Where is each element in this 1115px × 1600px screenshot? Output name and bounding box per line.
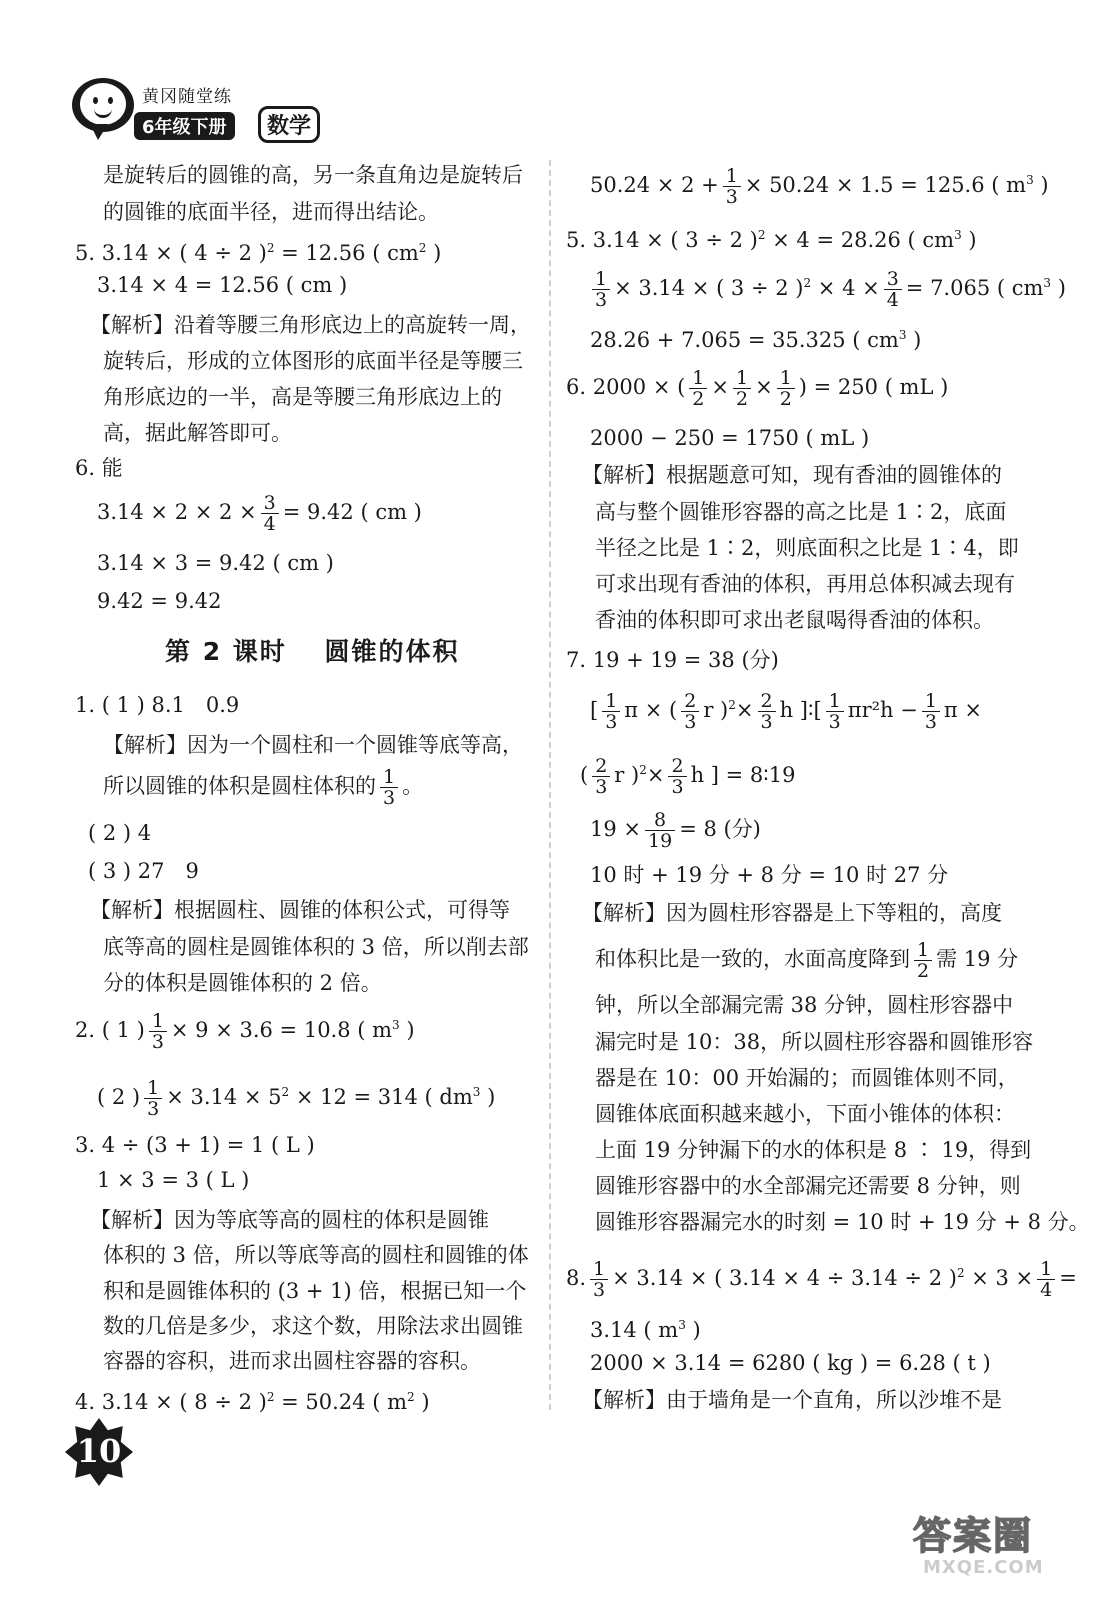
answer-4: 4. 3.14 × ( 8 ÷ 2 )$^2$ = 50.24 ( $m^2$ ) xyxy=(75,1390,430,1414)
analysis-text: 【解析】因为等底等高的圆柱的体积是圆锥 xyxy=(90,1208,489,1232)
answer-6-line-2: 3.14 × 3 = 9.42 ( cm ) xyxy=(97,551,334,575)
answer-3-line-1: 3. 4 ÷ (3 + 1) = 1 ( L ) xyxy=(75,1133,315,1157)
analysis-text: 数的几倍是多少，求这个数，用除法求出圆锥 xyxy=(103,1314,523,1338)
analysis-text: 半径之比是 1∶2，则底面积之比是 1∶4，即 xyxy=(595,536,1019,560)
grade-label: 6年级下册 xyxy=(134,112,235,140)
watermark-title: 答案圈 xyxy=(913,1514,1034,1558)
answer-5-line-1: 5. 3.14 × ( 4 ÷ 2 )$^2$ = 12.56 ( $cm^2$ ) xyxy=(75,241,442,265)
text-line: 是旋转后的圆锥的高，另一条直角边是旋转后 xyxy=(103,163,523,187)
answer-1-1: 1. ( 1 ) 8.1 0.9 xyxy=(75,693,240,717)
answer-7-line-5: 10 时 + 19 分 + 8 分 = 10 时 27 分 xyxy=(590,863,949,887)
answer-5-line-2: 3.14 × 4 = 12.56 ( cm ) xyxy=(97,273,348,297)
analysis-text: 分的体积是圆锥体积的 2 倍。 xyxy=(103,971,382,995)
analysis-text: 体积的 3 倍，所以等底等高的圆柱和圆锥的体 xyxy=(103,1243,529,1267)
answer-8-line-2: 3.14 ( $m^3$ ) xyxy=(590,1318,701,1342)
answer-3-line-2: 1 × 3 = 3 ( L ) xyxy=(97,1168,250,1192)
series-name: 黄冈随堂练 xyxy=(142,87,232,107)
answer-5-line-3: 28.26 + 7.065 = 35.325 ( $cm^3$ ) xyxy=(590,328,922,352)
section-title: 第 2 课时 圆锥的体积 xyxy=(165,637,460,666)
analysis-text: 【解析】由于墙角是一个直角，所以沙堆不是 xyxy=(582,1388,1002,1412)
page-number-badge xyxy=(65,1418,133,1486)
analysis-text: 【解析】根据圆柱、圆锥的体积公式，可得等 xyxy=(90,898,510,922)
analysis-text: 旋转后，形成的立体图形的底面半径是等腰三 xyxy=(103,349,523,373)
analysis-text: 圆锥体底面积越来越小，下面小锥体的体积： xyxy=(595,1102,1015,1126)
analysis-text: 所以圆锥的体积是圆柱体积的 $\frac{1}{3}$ 。 xyxy=(103,766,424,809)
book-header xyxy=(72,72,342,152)
analysis-text: 角形底边的一半，高是等腰三角形底边上的 xyxy=(103,385,502,409)
answer-2-1: 2. ( 1 ) $\frac{1}{3}$ × 9 × 3.6 = 10.8 ( $m^3$ ) xyxy=(75,1010,415,1053)
answer-1-3: ( 3 ) 27 9 xyxy=(88,859,199,883)
answer-4-cont: 50.24 × 2 + $\frac{1}{3}$ × 50.24 × 1.5 = 125.6 ( $m^3$ ) xyxy=(590,165,1049,208)
analysis-text: 钟，所以全部漏完需 38 分钟，圆柱形容器中 xyxy=(595,993,1014,1017)
answer-1-2: ( 2 ) 4 xyxy=(88,821,152,845)
analysis-text: 圆锥形容器漏完水的时刻 = 10 时 + 19 分 + 8 分。 xyxy=(595,1210,1090,1234)
answer-7-line-3: ( $\frac{2}{3}$ r )$^2$× $\frac{2}{3}$ h ] = 8∶19 xyxy=(580,755,796,798)
answer-6-line-2: 2000 − 250 = 1750 ( mL ) xyxy=(590,426,870,450)
analysis-text: 容器的容积，进而求出圆柱容器的容积。 xyxy=(103,1349,481,1373)
analysis-text: 圆锥形容器中的水全部漏完还需要 8 分钟，则 xyxy=(595,1174,1021,1198)
page-number: 10 xyxy=(76,1432,122,1470)
text-line: 的圆锥的底面半径，进而得出结论。 xyxy=(103,200,439,224)
watermark xyxy=(913,1505,1085,1583)
answer-8-line-3: 2000 × 3.14 = 6280 ( kg ) = 6.28 ( t ) xyxy=(590,1351,991,1375)
answer-5-line-2: $\frac{1}{3}$ × 3.14 × ( 3 ÷ 2 )$^2$ × 4 × $\frac{3}{4}$ = 7.065 ( $cm^3$ ) xyxy=(588,268,1066,310)
answer-7-line-4: 19 × $\frac{8}{19}$ = 8 (分) xyxy=(590,809,761,852)
answer-2-2: ( 2 ) $\frac{1}{3}$ × $3.14 \times 5^2 \times 12 = 314$ ( $dm^3$ ) xyxy=(97,1077,496,1120)
analysis-text: 漏完时是 10：38，所以圆柱形容器和圆锥形容 xyxy=(595,1030,1034,1054)
subject-label: 数学 xyxy=(258,106,320,143)
analysis-text: 器是在 10：00 开始漏的；而圆锥体则不同， xyxy=(595,1066,1019,1090)
analysis-text: 【解析】沿着等腰三角形底边上的高旋转一周， xyxy=(90,313,531,337)
answer-7-line-1: 7. 19 + 19 = 38 (分) xyxy=(566,648,779,672)
answer-6-line-1: 3.14 × 2 × 2 × $\frac{3}{4}$ = 9.42 ( cm ) xyxy=(97,492,422,535)
analysis-text: 【解析】根据题意可知，现有香油的圆锥体的 xyxy=(582,463,1002,487)
column-divider xyxy=(549,160,551,1410)
answer-6-label: 6. 能 xyxy=(75,456,123,480)
answer-6-line-1: 6. 2000 × ( $\frac{1}{2}$ × $\frac{1}{2}$ × $\frac{1}{2}$ ) = 250 ( mL ) xyxy=(566,367,949,410)
watermark-url: MXQE.COM xyxy=(923,1557,1044,1578)
analysis-text: 上面 19 分钟漏下的水的体积是 8 ∶ 19，得到 xyxy=(595,1138,1032,1162)
analysis-text: 高与整个圆锥形容器的高之比是 1∶2，底面 xyxy=(595,500,1007,524)
answer-5-line-1: 5. 3.14 × ( 3 ÷ 2 )$^2$ × 4 = 28.26 ( $cm^3$ ) xyxy=(566,228,977,252)
answer-6-line-3: 9.42 = 9.42 xyxy=(97,589,222,613)
analysis-text: 和体积比是一致的，水面高度降到 $\frac{1}{2}$ 需 19 分 xyxy=(595,939,1019,982)
analysis-text: 底等高的圆柱是圆锥体积的 3 倍，所以削去部 xyxy=(103,935,529,959)
analysis-text: 高，据此解答即可。 xyxy=(103,421,292,445)
analysis-text: 积和是圆锥体积的 (3 + 1) 倍，根据已知一个 xyxy=(103,1279,527,1303)
analysis-text: 【解析】因为圆柱形容器是上下等粗的，高度 xyxy=(582,901,1002,925)
analysis-text: 可求出现有香油的体积，再用总体积减去现有 xyxy=(595,572,1015,596)
analysis-text: 【解析】因为一个圆柱和一个圆锥等底等高， xyxy=(103,733,523,757)
answer-7-line-2: [ $\frac{1}{3}$ π × ( $\frac{2}{3}$ r )$^2$× $\frac{2}{3}$ h ]∶[ $\frac{1}{3}$ πr²h − $\frac{1}{3}$ π × xyxy=(590,690,982,733)
answer-8-line-1: 8. $\frac{1}{3}$ × 3.14 × ( 3.14 × 4 ÷ 3.14 ÷ 2 )$^2$ × 3 × $\frac{1}{4}$ = xyxy=(566,1258,1077,1301)
analysis-text: 香油的体积即可求出老鼠喝得香油的体积。 xyxy=(595,608,994,632)
